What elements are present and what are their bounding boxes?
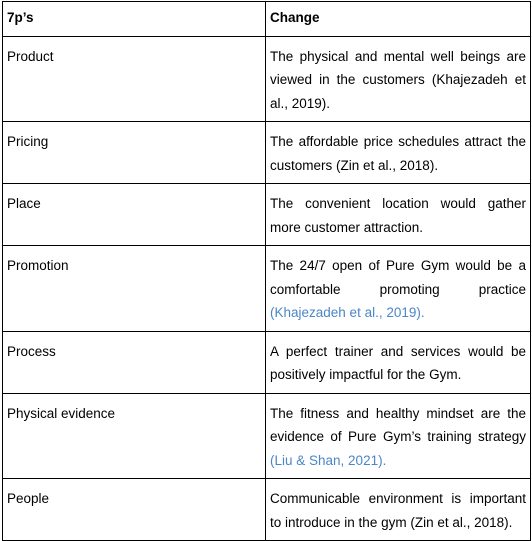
citation-link[interactable]: (Liu & Shan, 2021).	[270, 452, 387, 468]
cell-p: Product	[3, 36, 266, 122]
stray-mark	[530, 343, 531, 352]
cell-change: The affordable price schedules attract the customers (Zin et al., 2018).	[266, 122, 531, 184]
header-change: Change	[266, 2, 531, 37]
cell-p: People	[3, 479, 266, 541]
seven-ps-table	[2, 1, 531, 541]
cell-change: The convenient location would gather more customer attraction.	[266, 184, 531, 246]
cell-change: The physical and mental well beings are viewed in the customers (Khajezadeh et al., 2019).	[266, 36, 531, 122]
cell-p: Place	[3, 184, 266, 246]
citation-link[interactable]: (Khajezadeh et al., 2019).	[270, 305, 425, 320]
header-7ps: 7p’s	[3, 2, 266, 37]
cell-change: Communicable environment is important to introduce in the gym (Zin et al., 2018).	[266, 479, 531, 541]
cell-change: A perfect trainer and services would be positively impactful for the Gym.	[266, 331, 531, 393]
table-row-place	[3, 184, 531, 246]
table-row-product	[3, 36, 531, 122]
table-row-pricing	[3, 122, 531, 184]
cell-change: The fitness and healthy mindset are the evidence of Pure Gym’s training strategy (Liu & Shan, 2021).	[266, 393, 531, 479]
table-row-physical-evidence	[3, 393, 531, 479]
table-row-process	[3, 331, 531, 393]
cell-p: Process	[3, 331, 266, 393]
table-row-people	[3, 479, 531, 541]
cell-p: Physical evidence	[3, 393, 266, 479]
table-header-row	[3, 2, 531, 37]
cell-p: Pricing	[3, 122, 266, 184]
cell-p: Promotion	[3, 246, 266, 332]
table-row-promotion	[3, 246, 531, 332]
cell-change: The 24/7 open of Pure Gym would be a comfortable promoting practice (Khajezadeh et al., 2019).	[266, 246, 531, 332]
